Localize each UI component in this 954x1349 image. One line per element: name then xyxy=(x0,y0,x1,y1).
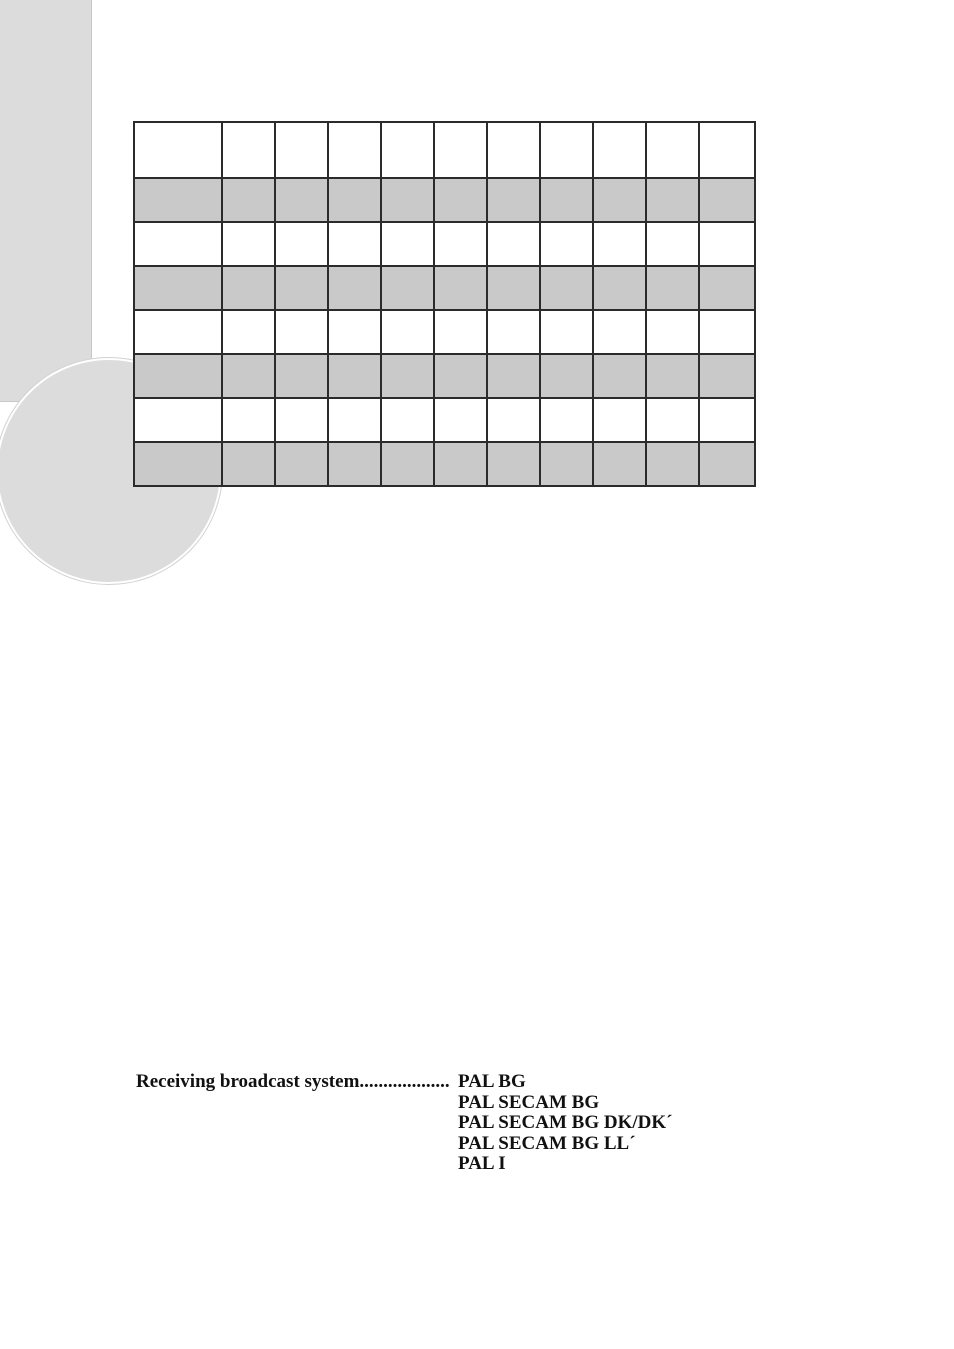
table-cell xyxy=(646,354,699,398)
table-cell xyxy=(699,398,755,442)
table-cell xyxy=(275,222,328,266)
table-cell xyxy=(487,122,540,178)
table-cell xyxy=(434,266,487,310)
table-cell xyxy=(487,178,540,222)
table-cell xyxy=(593,122,646,178)
table-cell xyxy=(487,442,540,486)
table-cell xyxy=(487,310,540,354)
table-cell xyxy=(134,178,222,222)
table-cell xyxy=(646,398,699,442)
table-cell xyxy=(699,310,755,354)
table-cell xyxy=(381,122,434,178)
table-cell xyxy=(381,178,434,222)
table-cell xyxy=(434,398,487,442)
table-cell xyxy=(646,310,699,354)
table-cell xyxy=(134,266,222,310)
table-cell xyxy=(646,442,699,486)
table-cell xyxy=(593,442,646,486)
table-cell xyxy=(381,310,434,354)
table-cell xyxy=(593,354,646,398)
table-cell xyxy=(434,354,487,398)
table-cell xyxy=(275,178,328,222)
table-cell xyxy=(134,354,222,398)
table-cell xyxy=(381,266,434,310)
table-row xyxy=(134,398,755,442)
table-cell xyxy=(134,222,222,266)
table-row xyxy=(134,442,755,486)
table-cell xyxy=(222,122,275,178)
table-cell xyxy=(328,222,381,266)
table-cell xyxy=(540,354,593,398)
table-cell xyxy=(434,222,487,266)
table-cell xyxy=(434,178,487,222)
table-row xyxy=(134,310,755,354)
table-cell xyxy=(328,442,381,486)
table-cell xyxy=(699,442,755,486)
table-row xyxy=(134,178,755,222)
table-cell xyxy=(540,122,593,178)
table-cell xyxy=(434,442,487,486)
spec-value: PAL SECAM BG xyxy=(458,1091,600,1113)
table-cell xyxy=(275,310,328,354)
table-cell xyxy=(381,442,434,486)
decorative-side-band xyxy=(0,0,92,402)
spec-label: Receiving broadcast system................... xyxy=(136,1071,450,1092)
table-cell xyxy=(434,310,487,354)
table-cell xyxy=(434,122,487,178)
table-cell xyxy=(222,222,275,266)
table-cell xyxy=(222,398,275,442)
table-cell xyxy=(222,310,275,354)
table-cell xyxy=(646,266,699,310)
table-cell xyxy=(134,398,222,442)
table-cell xyxy=(487,398,540,442)
table-cell xyxy=(646,178,699,222)
table-cell xyxy=(540,442,593,486)
spec-value: PAL SECAM BG LL´ xyxy=(458,1132,636,1154)
table-cell xyxy=(593,310,646,354)
table-cell xyxy=(275,266,328,310)
blank-grid-table xyxy=(133,121,756,487)
table-cell xyxy=(222,178,275,222)
table-cell xyxy=(328,266,381,310)
table-cell xyxy=(275,354,328,398)
table-cell xyxy=(134,122,222,178)
table-cell xyxy=(328,122,381,178)
table-cell xyxy=(540,222,593,266)
table-cell xyxy=(540,310,593,354)
spec-value: PAL SECAM BG DK/DK´ xyxy=(458,1112,673,1133)
table-cell xyxy=(381,222,434,266)
table-cell xyxy=(487,266,540,310)
table-cell xyxy=(222,266,275,310)
table-cell xyxy=(487,354,540,398)
spec-value: PAL BG xyxy=(458,1071,526,1092)
table-cell xyxy=(540,398,593,442)
table-row xyxy=(134,266,755,310)
table-cell xyxy=(699,266,755,310)
table-cell xyxy=(222,442,275,486)
spec-value: PAL I xyxy=(458,1153,506,1174)
table-cell xyxy=(275,442,328,486)
table-cell xyxy=(134,310,222,354)
table-cell xyxy=(699,122,755,178)
table-cell xyxy=(222,354,275,398)
table-row xyxy=(134,222,755,266)
table-cell xyxy=(699,354,755,398)
table-cell xyxy=(593,222,646,266)
table-cell xyxy=(593,266,646,310)
spec-values xyxy=(458,1072,672,1175)
table-cell xyxy=(646,222,699,266)
table-cell xyxy=(699,222,755,266)
table-cell xyxy=(381,354,434,398)
table-cell xyxy=(487,222,540,266)
table-cell xyxy=(593,398,646,442)
table-cell xyxy=(328,310,381,354)
table-cell xyxy=(381,398,434,442)
table-cell xyxy=(646,122,699,178)
table-cell xyxy=(540,266,593,310)
table-cell xyxy=(328,178,381,222)
table-cell xyxy=(540,178,593,222)
table-row xyxy=(134,122,755,178)
table-cell xyxy=(275,398,328,442)
table-row xyxy=(134,354,755,398)
table-cell xyxy=(275,122,328,178)
table-cell xyxy=(328,398,381,442)
table-cell xyxy=(699,178,755,222)
table-cell xyxy=(593,178,646,222)
table-cell xyxy=(134,442,222,486)
table-cell xyxy=(328,354,381,398)
